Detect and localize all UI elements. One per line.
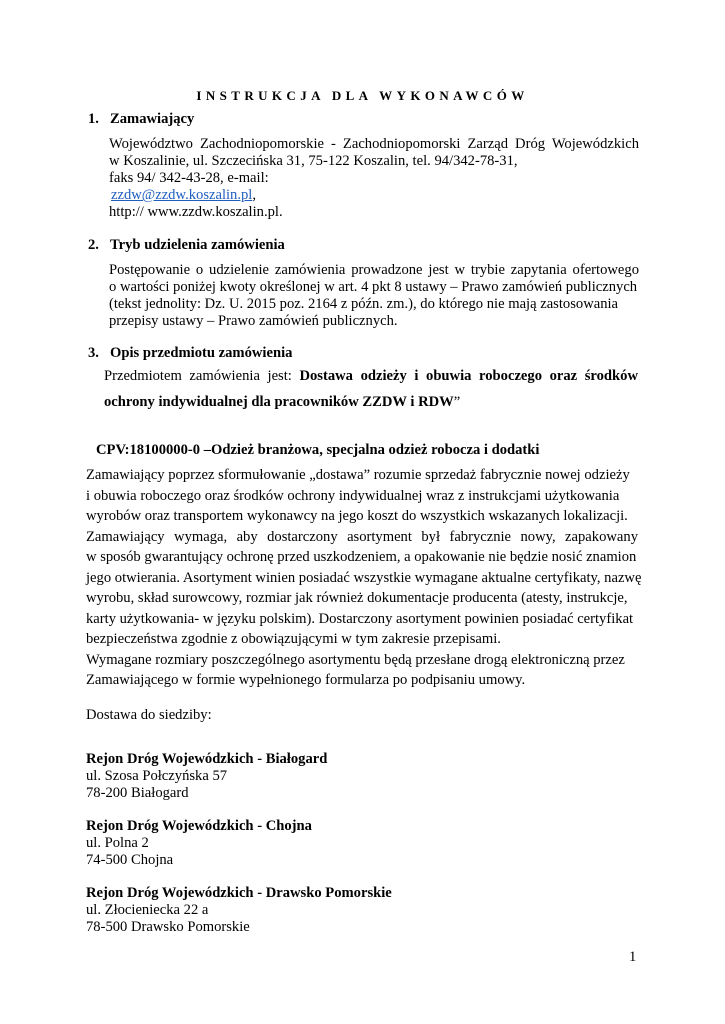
paragraph-line-7: wyrobu, skład surowcowy, rozmiar jak również dokumentacje producenta (atesty, instrukcje, [86,590,628,606]
paragraph-line-2: i obuwia roboczego oraz środków ochrony indywidualnej wraz z instrukcjami użytkowania [86,488,620,504]
location-2-street: ul. Polna 2 [86,835,149,851]
section-1-heading: Zamawiający [110,111,195,127]
page-title: INSTRUKCJA DLA WYKONAWCÓW [196,88,529,103]
subject-line-1 [104,368,638,385]
delivery-intro: Dostawa do siedziby: [86,707,212,723]
location-2-name: Rejon Dróg Wojewódzkich - Chojna [86,818,312,834]
email-line [111,187,256,204]
section-2-heading: Tryb udzielenia zamówienia [110,237,285,253]
location-3-city: 78-500 Drawsko Pomorskie [86,919,250,935]
location-1-name: Rejon Dróg Wojewódzkich - Białogard [86,751,328,767]
paragraph-line-8: karty użytkowania- w języku polskim). Dostarczony asortyment powinien posiadać certyfikat [86,611,634,627]
section-2-line-1: Postępowanie o udzielenie zamówienia prowadzone jest w trybie zapytania ofertowego [109,262,639,278]
subject-closing-quote: ” [453,394,461,410]
section-1-line-2: w Koszalinie, ul. Szczecińska 31, 75-122 Koszalin, tel. 94/342-78-31, [109,153,518,169]
paragraph-line-5: w sposób gwarantujący ochronę przed uszkodzeniem, a opakowanie nie będzie nosić znamion [86,549,637,565]
subject-title-continued: ochrony indywidualnej dla pracowników ZZDW i RDW [104,394,454,410]
paragraph-line-9: bezpieczeństwa zgodnie z obowiązującymi w tym zakresie przepisami. [86,631,501,647]
paragraph-line-11: Zamawiającego w formie wypełnionego formularza po podpisaniu umowy. [86,672,526,688]
location-1-city: 78-200 Białogard [86,785,189,801]
location-3-street: ul. Złocieniecka 22 a [86,902,209,918]
location-2-city: 74-500 Chojna [86,852,174,868]
subject-title: Dostawa odzieży i obuwia roboczego oraz środków [299,368,638,384]
section-2-line-2: o wartości poniżej kwoty określonej w art. 4 pkt 8 ustawy – Prawo zamówień publicznych [109,279,638,295]
section-2-line-3: (tekst jednolity: Dz. U. 2015 poz. 2164 z późn. zm.), do którego nie mają zastosowania [109,296,619,312]
website-text: http:// www.zzdw.koszalin.pl. [109,204,283,220]
email-suffix: , [252,187,257,203]
page-number: 1 [629,949,637,965]
section-3-number: 3. [88,345,99,361]
subject-prefix: Przedmiotem zamówienia jest: [104,368,300,384]
location-1-street: ul. Szosa Połczyńska 57 [86,768,228,784]
section-1-number: 1. [88,111,99,127]
cpv-code: CPV:18100000-0 –Odzież branżowa, specjalna odzież robocza i dodatki [96,442,540,458]
subject-line-2 [104,394,460,411]
paragraph-line-3: wyrobów oraz transportem wykonawcy na jego koszt do wszystkich wskazanych lokalizacji. [86,508,628,524]
paragraph-line-1: Zamawiający poprzez sformułowanie „dostawa” rozumie sprzedaż fabrycznie nowej odzieży [86,467,630,483]
paragraph-line-6: jego otwierania. Asortyment winien posiadać wszystkie wymagane aktualne certyfikaty, nazwę [86,570,642,586]
paragraph-line-4: Zamawiający wymaga, aby dostarczony asortyment był fabrycznie nowy, zapakowany [86,529,638,545]
location-3-name: Rejon Dróg Wojewódzkich - Drawsko Pomorskie [86,885,392,901]
section-3-heading: Opis przedmiotu zamówienia [110,345,293,361]
section-2-line-4: przepisy ustawy – Prawo zamówień publicznych. [109,313,398,329]
section-1-line-1: Województwo Zachodniopomorskie - Zachodniopomorski Zarząd Dróg Wojewódzkich [109,136,639,152]
section-1-line-3: faks 94/ 342-43-28, e-mail: [109,170,269,186]
email-link[interactable]: zzdw@zzdw.koszalin.pl [111,187,253,203]
section-2-number: 2. [88,237,99,253]
paragraph-line-10: Wymagane rozmiary poszczególnego asortymentu będą przesłane drogą elektroniczną przez [86,652,625,668]
